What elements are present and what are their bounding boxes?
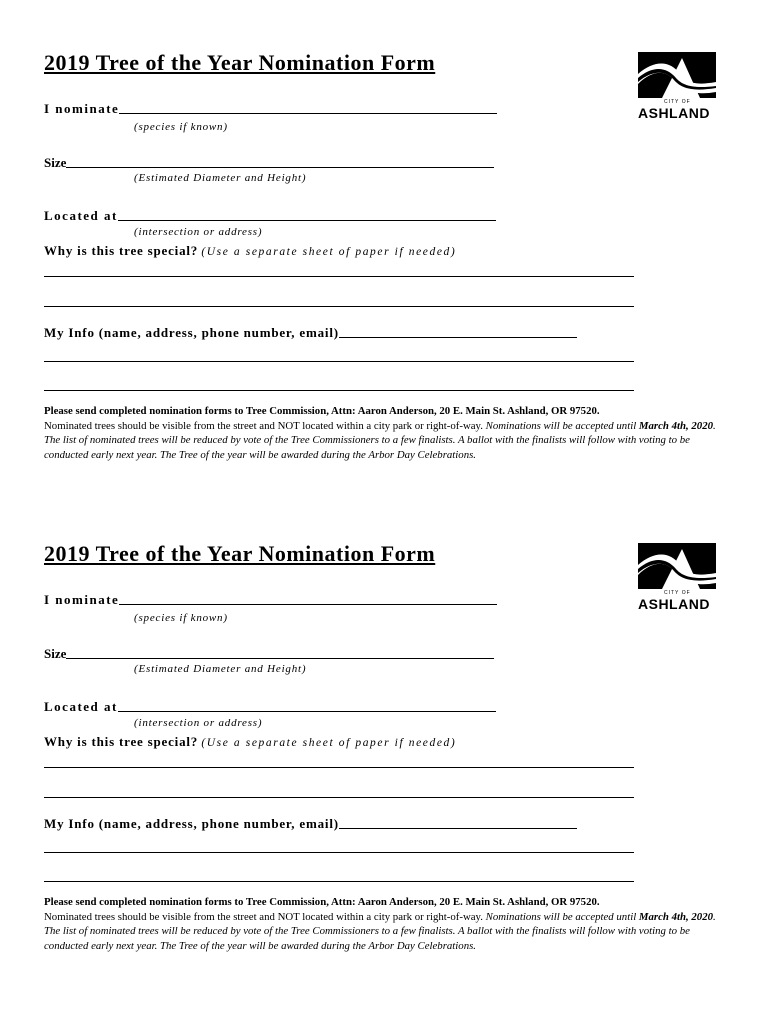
size-row	[44, 646, 494, 662]
size-field[interactable]	[66, 166, 494, 168]
ashland-logo-icon	[636, 52, 718, 98]
size-hint: (Estimated Diameter and Height)	[134, 663, 307, 675]
located-row	[44, 699, 496, 715]
myinfo-label: My Info (name, address, phone number, email)	[44, 325, 339, 340]
nominate-field[interactable]	[119, 112, 497, 114]
notice-italic-1: Nominations will be accepted until	[485, 419, 637, 432]
located-field[interactable]	[118, 710, 496, 712]
notice-italic-2: . The list of nominated trees will be reduced by vote of the Tree Commissioners to a few finalists. A ballot with the finalists will follow with voting to be conducted early next year. The Tree of the year will be awarded during the Arbor Day Celebrations.	[44, 910, 716, 953]
myinfo-row	[44, 816, 577, 832]
size-label: Size	[44, 646, 67, 661]
myinfo-field[interactable]	[339, 827, 577, 829]
myinfo-row	[44, 325, 577, 341]
nominate-field[interactable]	[119, 603, 497, 605]
notice-plain: Nominated trees should be visible from the street and NOT located within a city park or right-of-way.	[44, 419, 483, 432]
myinfo-line-2[interactable]	[44, 881, 634, 882]
located-hint: (intersection or address)	[134, 717, 263, 729]
size-field[interactable]	[66, 657, 494, 659]
form-title: 2019 Tree of the Year Nomination Form	[44, 50, 436, 75]
size-label: Size	[44, 155, 67, 170]
notice-bold: Please send completed nomination forms to Tree Commission, Attn: Aaron Anderson, 20 E. Main St. Ashland, OR 97520.	[44, 896, 600, 908]
why-row	[44, 734, 456, 750]
nominate-hint: (species if known)	[134, 121, 228, 133]
logo-name: ASHLAND	[638, 105, 710, 121]
located-label: Located at	[44, 208, 118, 223]
why-row	[44, 243, 456, 259]
located-label: Located at	[44, 699, 118, 714]
notice-deadline: March 4th, 2020	[638, 419, 713, 432]
nomination-form-2	[0, 491, 770, 983]
notice-paragraph	[44, 895, 724, 954]
notice-italic-2: . The list of nominated trees will be reduced by vote of the Tree Commissioners to a few finalists. A ballot with the finalists will follow with voting to be conducted early next year. The Tree of the year will be awarded during the Arbor Day Celebrations.	[44, 419, 716, 462]
why-hint: (Use a separate sheet of paper if needed)	[201, 737, 457, 749]
notice-italic-1: Nominations will be accepted until	[485, 910, 637, 923]
logo-city-of: CITY OF	[664, 590, 691, 596]
why-line-1[interactable]	[44, 276, 634, 277]
logo-city-of: CITY OF	[664, 99, 691, 105]
form-title: 2019 Tree of the Year Nomination Form	[44, 541, 436, 566]
myinfo-field[interactable]	[339, 336, 577, 338]
why-line-2[interactable]	[44, 306, 634, 307]
why-line-1[interactable]	[44, 767, 634, 768]
size-hint: (Estimated Diameter and Height)	[134, 172, 307, 184]
notice-deadline: March 4th, 2020	[638, 910, 713, 923]
myinfo-line-2[interactable]	[44, 390, 634, 391]
why-hint: (Use a separate sheet of paper if needed)	[201, 246, 457, 258]
notice-plain: Nominated trees should be visible from the street and NOT located within a city park or right-of-way.	[44, 910, 483, 923]
nominate-row	[44, 592, 497, 608]
why-label: Why is this tree special?	[44, 243, 199, 258]
ashland-logo	[636, 52, 718, 122]
why-label: Why is this tree special?	[44, 734, 199, 749]
myinfo-line-1[interactable]	[44, 852, 634, 853]
nominate-hint: (species if known)	[134, 612, 228, 624]
notice-paragraph	[44, 404, 724, 463]
myinfo-line-1[interactable]	[44, 361, 634, 362]
nominate-label: I nominate	[44, 592, 120, 607]
ashland-logo	[636, 543, 718, 613]
nominate-row	[44, 101, 497, 117]
myinfo-label: My Info (name, address, phone number, email)	[44, 816, 339, 831]
located-hint: (intersection or address)	[134, 226, 263, 238]
nomination-form-1	[0, 0, 770, 492]
nominate-label: I nominate	[44, 101, 120, 116]
notice-bold: Please send completed nomination forms to Tree Commission, Attn: Aaron Anderson, 20 E. Main St. Ashland, OR 97520.	[44, 405, 600, 417]
size-row	[44, 155, 494, 171]
located-field[interactable]	[118, 219, 496, 221]
why-line-2[interactable]	[44, 797, 634, 798]
ashland-logo-icon	[636, 543, 718, 589]
logo-name: ASHLAND	[638, 596, 710, 612]
located-row	[44, 208, 496, 224]
